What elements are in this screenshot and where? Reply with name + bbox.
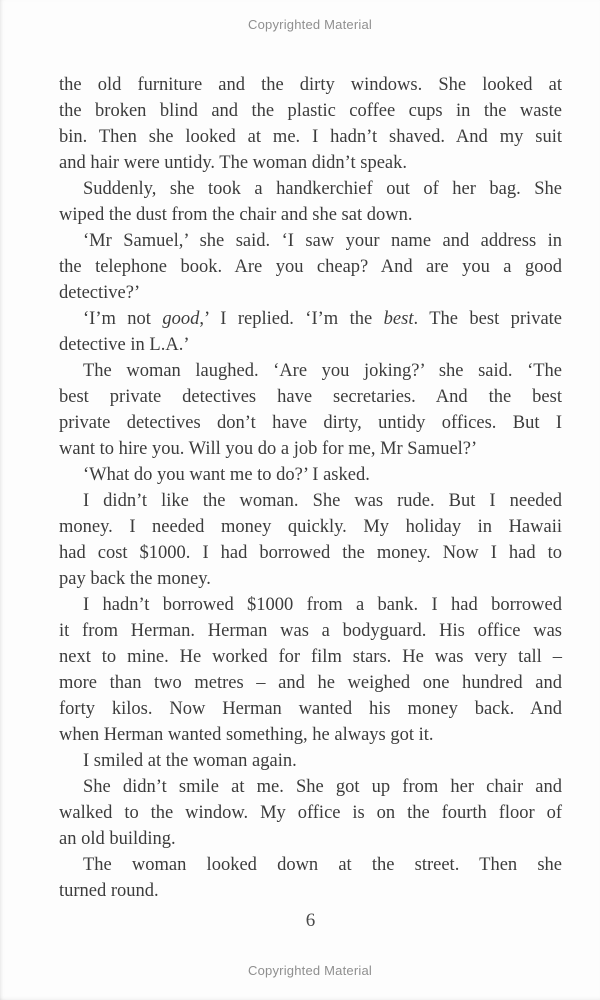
text-run: it from Herman. Herman was a bodyguard. His office was <box>59 621 562 641</box>
text-run: bin. Then she looked at me. I hadn’t shaved. And my suit <box>59 127 562 147</box>
text-line <box>59 852 562 878</box>
italic-text-run: good <box>162 309 200 329</box>
text-line <box>59 150 562 176</box>
text-line <box>59 644 562 670</box>
text-line <box>59 722 562 748</box>
text-line <box>59 98 562 124</box>
text-line <box>59 696 562 722</box>
text-run: forty kilos. Now Herman wanted his money back. And <box>59 699 562 719</box>
text-line <box>59 124 562 150</box>
text-run: turned round. <box>59 881 159 901</box>
text-line <box>59 254 562 280</box>
text-line <box>59 436 562 462</box>
text-line <box>59 748 562 774</box>
text-run: wiped the dust from the chair and she sat down. <box>59 205 413 225</box>
text-line <box>59 488 562 514</box>
text-run: She didn’t smile at me. She got up from her chair and <box>83 777 562 797</box>
text-run: I hadn’t borrowed $1000 from a bank. I had borrowed <box>83 595 562 615</box>
text-run: ‘Mr Samuel,’ she said. ‘I saw your name and address in <box>83 231 562 251</box>
text-line <box>59 618 562 644</box>
text-run: next to mine. He worked for film stars. He was very tall – <box>59 647 562 667</box>
text-run: detective in L.A.’ <box>59 335 190 355</box>
text-run: private detectives don’t have dirty, untidy offices. But I <box>59 413 562 433</box>
text-run: I smiled at the woman again. <box>83 751 297 771</box>
text-run: The woman laughed. ‘Are you joking?’ she said. ‘The <box>83 361 562 381</box>
text-run: ,’ I replied. ‘I’m the <box>199 309 384 329</box>
body-text <box>59 72 562 904</box>
text-line <box>59 202 562 228</box>
text-line <box>59 332 562 358</box>
text-line <box>59 384 562 410</box>
text-run: the broken blind and the plastic coffee cups in the waste <box>59 101 562 121</box>
text-line <box>59 826 562 852</box>
text-run: ‘I’m not <box>83 309 163 329</box>
text-run: when Herman wanted something, he always got it. <box>59 725 434 745</box>
text-run: best private detectives have secretaries. And the best <box>59 387 562 407</box>
text-run: had cost $1000. I had borrowed the money. Now I had to <box>59 543 562 563</box>
text-line <box>59 878 562 904</box>
text-run: an old building. <box>59 829 176 849</box>
text-run: and hair were untidy. The woman didn’t speak. <box>59 153 407 173</box>
text-run: I didn’t like the woman. She was rude. But I needed <box>83 491 562 511</box>
text-line <box>59 176 562 202</box>
text-run: more than two metres – and he weighed one hundred and <box>59 673 562 693</box>
text-line <box>59 540 562 566</box>
text-run: ‘What do you want me to do?’ I asked. <box>83 465 370 485</box>
text-run: Suddenly, she took a handkerchief out of her bag. She <box>83 179 562 199</box>
text-run: walked to the window. My office is on the fourth floor of <box>59 803 562 823</box>
text-run: money. I needed money quickly. My holiday in Hawaii <box>59 517 562 537</box>
text-line <box>59 462 562 488</box>
text-line <box>59 280 562 306</box>
text-run: pay back the money. <box>59 569 211 589</box>
text-run: . The best private <box>413 309 563 329</box>
text-run: want to hire you. Will you do a job for me, Mr Samuel?’ <box>59 439 478 459</box>
text-line <box>59 228 562 254</box>
text-line <box>59 670 562 696</box>
page-number: 6 <box>305 910 316 931</box>
text-run: The woman looked down at the street. Then she <box>83 855 562 875</box>
copyright-notice-top: Copyrighted Material <box>248 17 372 32</box>
text-line <box>59 358 562 384</box>
italic-text-run: best <box>383 309 414 329</box>
text-line <box>59 72 562 98</box>
text-line <box>59 774 562 800</box>
text-line <box>59 566 562 592</box>
text-line <box>59 800 562 826</box>
text-run: the old furniture and the dirty windows. She looked at <box>59 75 562 95</box>
text-run: the telephone book. Are you cheap? And are you a good <box>59 257 562 277</box>
text-line <box>59 410 562 436</box>
text-line <box>59 514 562 540</box>
text-line <box>59 306 562 332</box>
copyright-notice-bottom: Copyrighted Material <box>248 963 372 978</box>
text-run: detective?’ <box>59 283 141 303</box>
text-line <box>59 592 562 618</box>
